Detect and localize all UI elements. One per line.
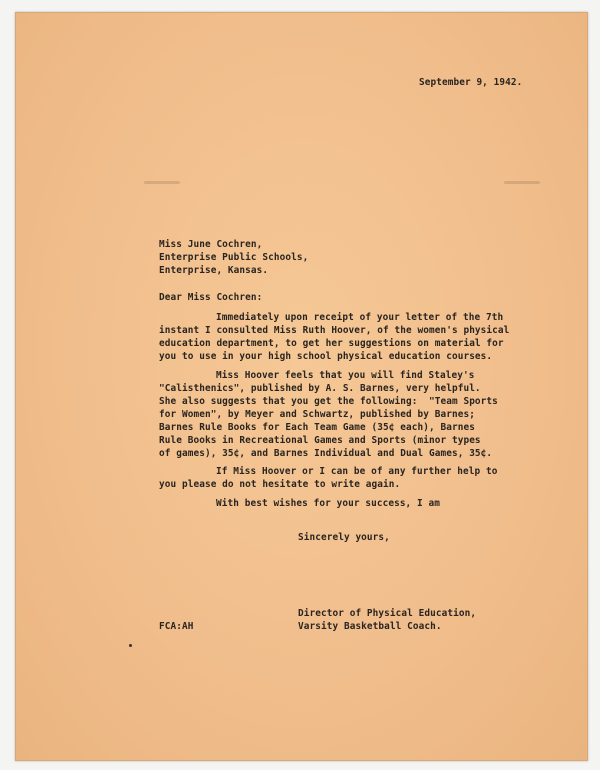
paragraph-line: Immediately upon receipt of your letter of the 7th [216, 312, 504, 323]
faint-show-through-mark [144, 181, 180, 184]
paragraph-line: Barnes Rule Books for Each Team Game (35¢ each), Barnes [159, 422, 475, 433]
typist-initials: FCA:AH [159, 621, 194, 632]
paragraph-line: "Calisthenics", published by A. S. Barnes, very helpful. [159, 383, 481, 394]
recipient-organization: Enterprise Public Schools, [159, 252, 309, 263]
letter-page [15, 12, 588, 761]
signature-subtitle: Varsity Basketball Coach. [298, 621, 442, 632]
paragraph-line: you to use in your high school physical education courses. [159, 351, 493, 362]
paragraph-line: education department, to get her suggestions on material for [159, 338, 504, 349]
paragraph-4: With best wishes for your success, I am [216, 498, 441, 509]
faint-show-through-mark [504, 181, 540, 184]
recipient-location: Enterprise, Kansas. [159, 265, 269, 276]
paragraph-line: Rule Books in Recreational Games and Sports (minor types [159, 435, 481, 446]
paragraph-line: instant I consulted Miss Ruth Hoover, of the women's physical [159, 325, 510, 336]
paragraph-line: of games), 35¢, and Barnes Individual and Dual Games, 35¢. [159, 448, 493, 459]
paragraph-line: for Women", by Meyer and Schwartz, published by Barnes; [159, 409, 475, 420]
paragraph-line: If Miss Hoover or I can be of any further help to [216, 466, 498, 477]
paragraph-line: Miss Hoover feels that you will find Staley's [216, 370, 475, 381]
paragraph-line: you please do not hesitate to write again. [159, 479, 401, 490]
signature-title: Director of Physical Education, [298, 608, 477, 619]
paragraph-line: She also suggests that you get the following: "Team Sports [159, 396, 498, 407]
closing: Sincerely yours, [298, 532, 390, 543]
ink-speck [129, 644, 132, 647]
salutation: Dear Miss Cochren: [159, 292, 263, 303]
recipient-name: Miss June Cochren, [159, 239, 263, 250]
letter-date: September 9, 1942. [419, 77, 523, 88]
